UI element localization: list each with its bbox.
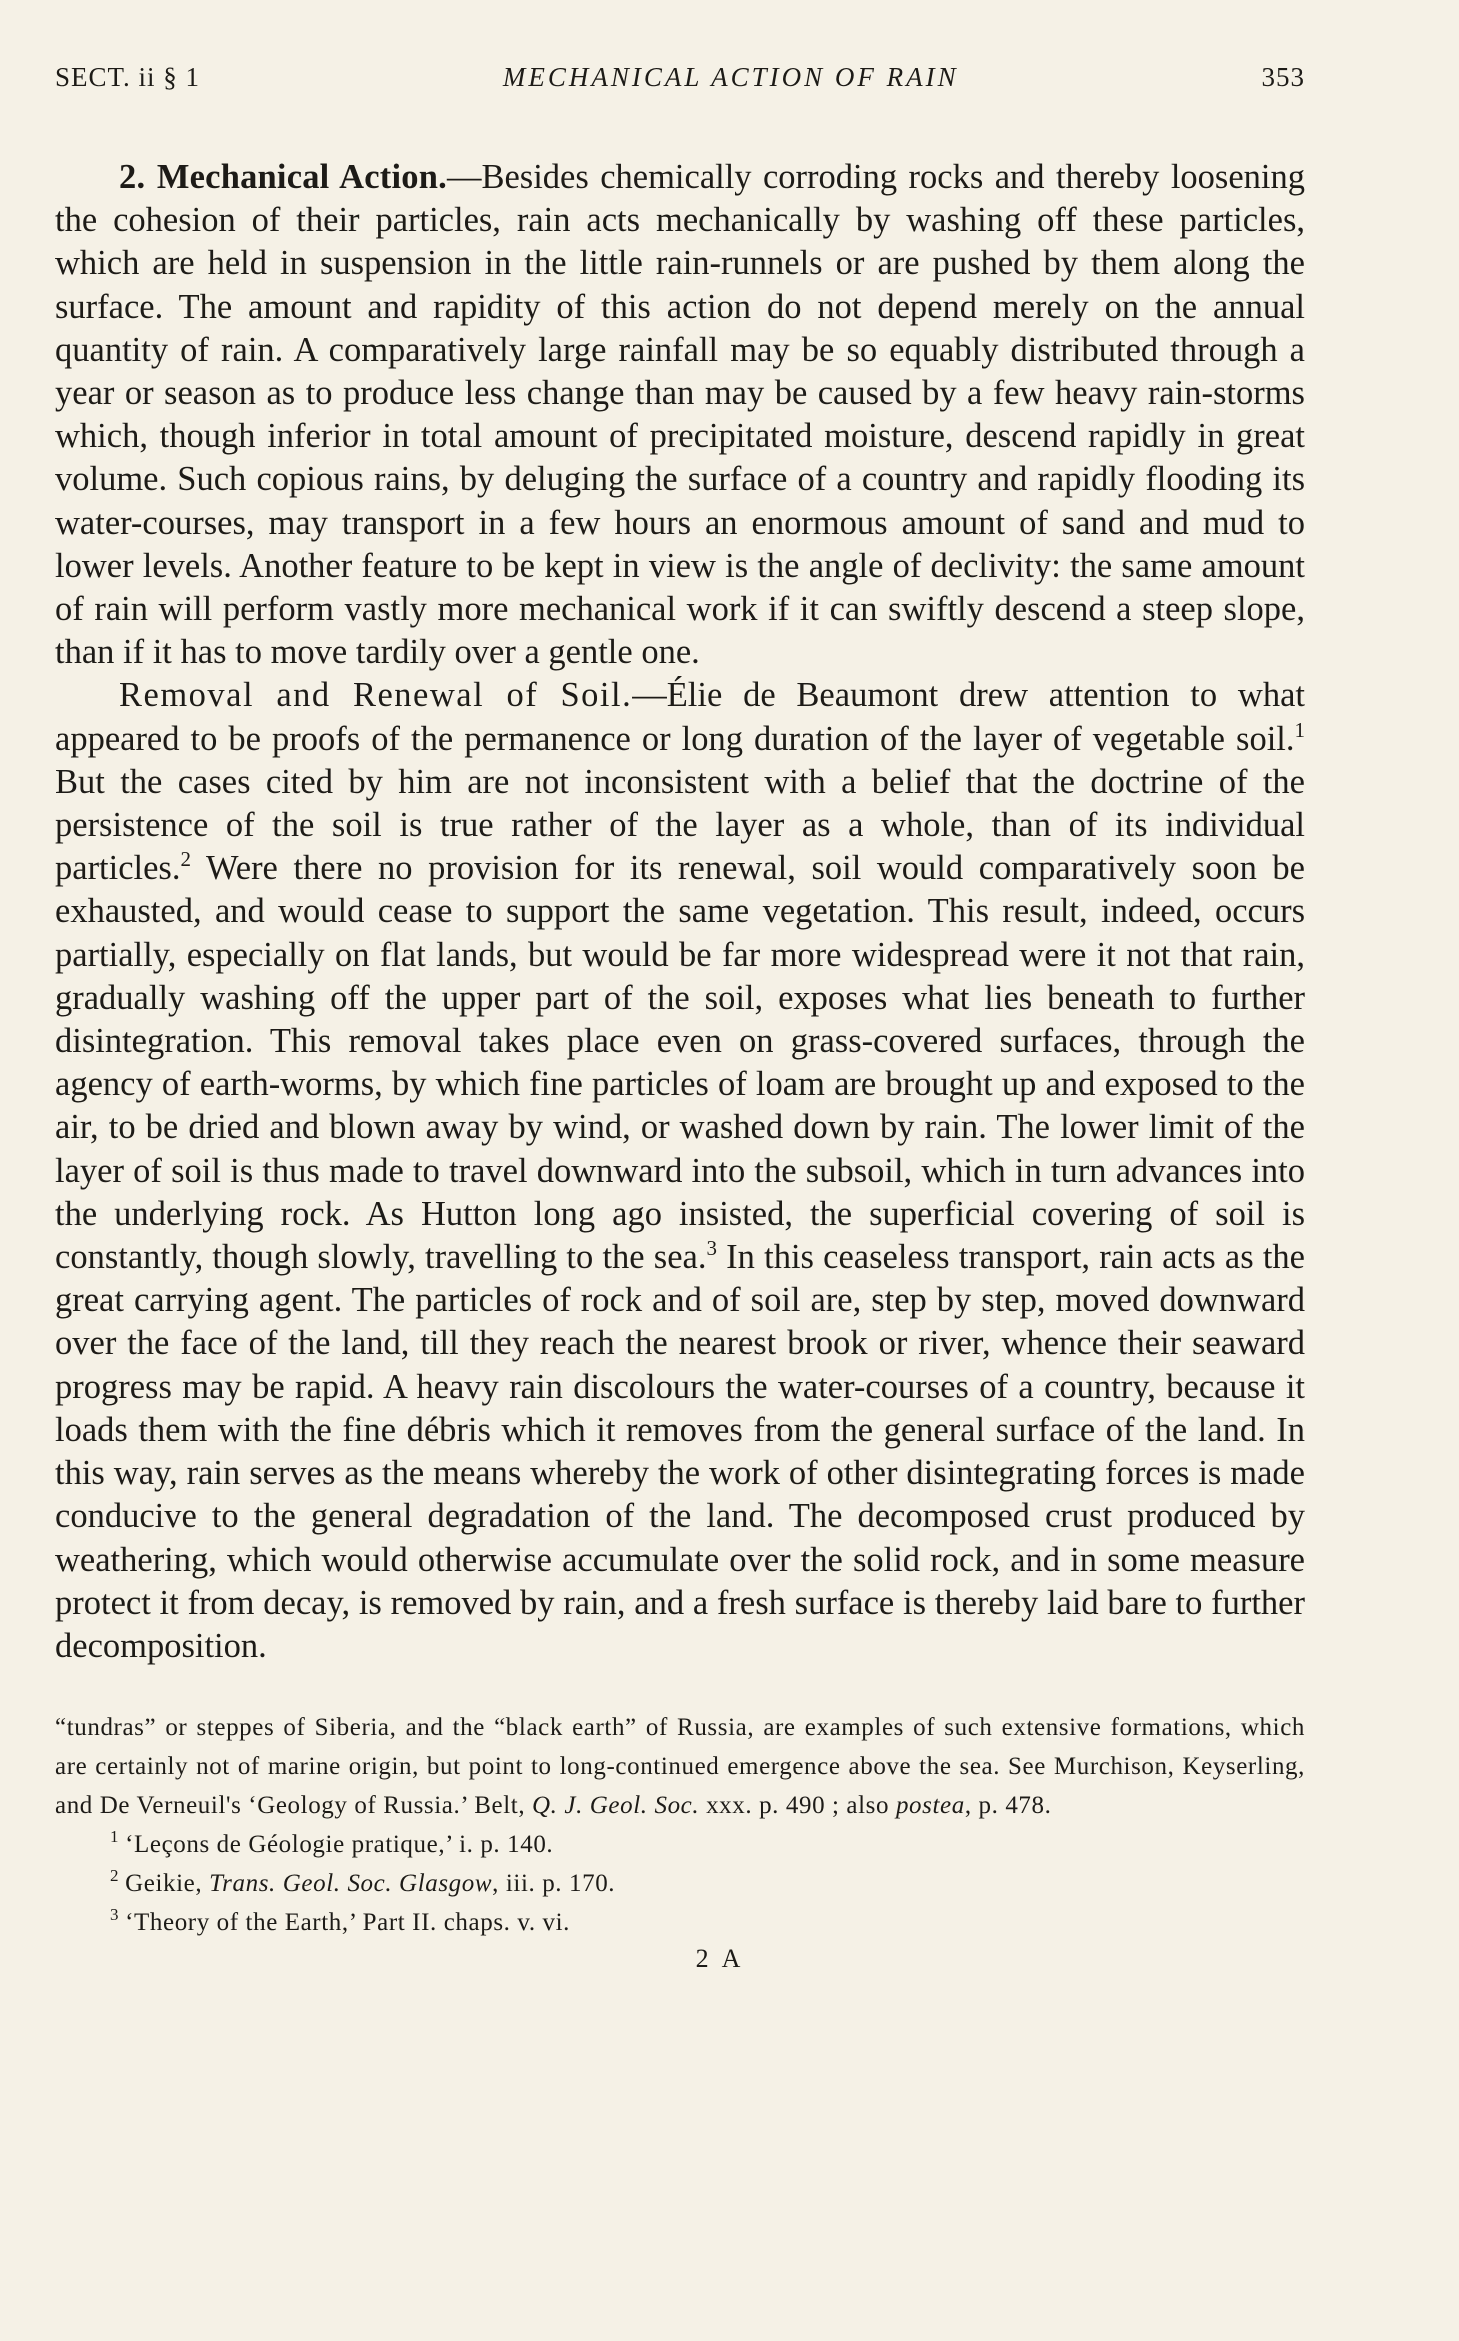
footnote-reference: 2 (180, 847, 191, 872)
journal-title: Trans. Geol. Soc. Glasgow (209, 1870, 493, 1898)
footnote-mark: 1 (110, 1827, 120, 1847)
footnote-2: $^2$ Geikie, Trans. Geol. Soc. Glasgow, iii. p. 170. (110, 1866, 616, 1898)
footnotes (55, 1708, 1305, 1942)
paragraph-mechanical-action (55, 156, 1305, 674)
footnote-1: $^1$ ‘Leçons de Géologie pratique,’ i. p. 140. (110, 1827, 554, 1859)
journal-title: Q. J. Geol. Soc. (532, 1792, 700, 1820)
paragraph-text: —Élie de Beaumont drew attention to what appeared to be proofs of the permanence or long duration of the layer of vegetable soil. (55, 676, 1305, 758)
main-text (55, 156, 1305, 1668)
paragraph-text: Were there no provision for its renewal, soil would comparatively soon be exhausted, and would cease to support the same vegetation. This result, indeed, occurs partially, especially on flat lands, but would be far more widespread were it not that rain, gradually washing off the upper part of the soil, exposes what lies beneath to further disintegration. This removal takes place even on grass-covered surfaces, through the agency of earth-worms, by which fine particles of loam are brought up and exposed to the air, to be dried and blown away by wind, or washed down by rain. The lower limit of the layer of soil is thus made to travel downward into the subsoil, which in turn advances into the underlying rock. As Hutton long ago insisted, the superficial covering of soil is constantly, though slowly, travelling to the sea. (55, 849, 1305, 1277)
paragraph-heading: 2. Mechanical Action. (119, 158, 447, 196)
running-header (55, 62, 1305, 102)
book-page (55, 62, 1305, 1974)
footnote-mark: 2 (110, 1866, 120, 1886)
footnote-3: $^3$ ‘Theory of the Earth,’ Part II. chaps. v. vi. (110, 1905, 571, 1937)
paragraph-text: —Besides chemically corroding rocks and thereby loosening the cohesion of their particles, rain acts mechanically by washing off these particles, which are held in suspension in the little rain-runnels or are pushed by them along the surface. The amount and rapidity of this action do not depend merely on the annual quantity of rain. A comparatively large rainfall may be so equably distributed through a year or season as to produce less change than may be caused by a few heavy rain-storms which, though inferior in total amount of precipitated moisture, descend rapidly in great volume. Such copious rains, by deluging the surface of a country and rapidly flooding its water-courses, may transport in a few hours an enormous amount of sand and mud to lower levels. Another feature to be kept in view is the angle of declivity: the same amount of rain will perform vastly more mechanical work if it can swiftly descend a steep slope, than if it has to move tardily over a gentle one. (55, 158, 1305, 672)
page-number: 353 (1261, 62, 1305, 92)
signature-mark: 2 A (695, 1944, 745, 1974)
section-label: SECT. ii § 1 (55, 62, 201, 92)
paragraph-text: But the cases cited by him are not inconsistent with a belief that the doctrine of the persistence of the soil is true rather of the layer as a whole, than of its individual particles. (55, 762, 1305, 888)
footnote-reference: 1 (1294, 717, 1305, 742)
footnote-continued: “tundras” or steppes of Siberia, and the “black earth” of Russia, are examples of such extensive formations, which are certainly not of marine origin, but point to long-continued emergence above the sea. See Murchison, Keyserling, and De Verneuil's ‘Geology of Russia.’ Belt, Q. J. Geol. Soc. xxx. p. 490 ; also postea, p. 478. (55, 1714, 1305, 1820)
paragraph-text: In this ceaseless transport, rain acts as the great carrying agent. The particles of rock and of soil are, step by step, moved downward over the face of the land, till they reach the nearest brook or river, whence their seaward progress may be rapid. A heavy rain discolours the water-courses of a country, because it loads them with the fine débris which it removes from the general surface of the land. In this way, rain serves as the means whereby the work of other disintegrating forces is made conducive to the general degradation of the land. The decomposed crust produced by weathering, which would otherwise accumulate over the solid rock, and in some measure protect it from decay, is removed by rain, and a fresh surface is thereby laid bare to further decomposition. (55, 1238, 1305, 1665)
paragraph-heading: Removal and Renewal of Soil. (119, 676, 633, 715)
postea-term: postea (895, 1792, 965, 1820)
running-title: MECHANICAL ACTION OF RAIN (502, 62, 959, 92)
footnote-mark: 3 (110, 1905, 120, 1925)
paragraph-removal-renewal (55, 674, 1305, 1668)
footnote-reference: 3 (706, 1236, 717, 1261)
